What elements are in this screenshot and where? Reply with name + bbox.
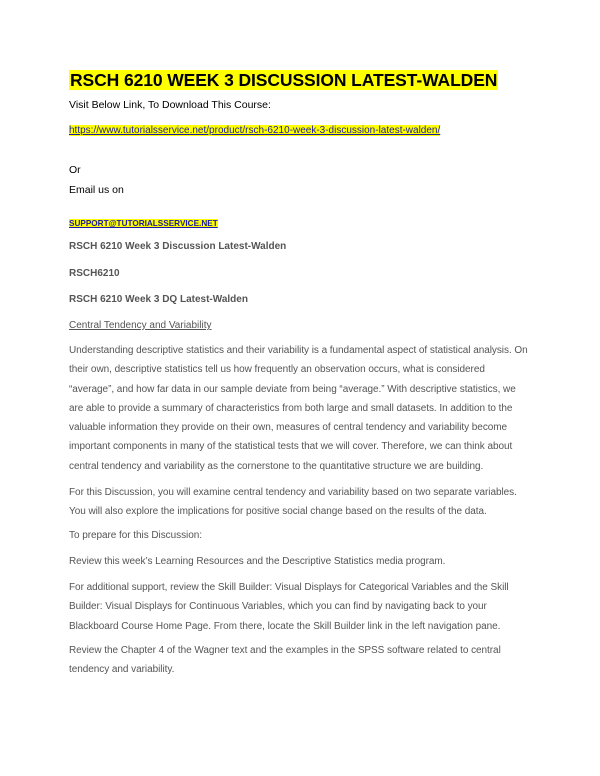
course-code: RSCH6210 — [69, 268, 120, 279]
title-highlight: RSCH 6210 WEEK 3 DISCUSSION LATEST-WALDEN — [70, 70, 498, 90]
paragraph-discussion: For this Discussion, you will examine central tendency and variability based on two separate variables. You will also explore the implications for positive social change based on the results of the data. — [69, 487, 517, 518]
heading-discussion: RSCH 6210 Week 3 Discussion Latest-Walden — [69, 241, 287, 252]
heading-dq: RSCH 6210 Week 3 DQ Latest-Walden — [69, 294, 248, 305]
visit-text: Visit Below Link, To Download This Course: — [69, 99, 271, 111]
course-link-line — [69, 120, 440, 138]
email-link[interactable]: SUPPORT@TUTORIALSSERVICE.NET — [69, 219, 218, 228]
email-label: Email us on — [69, 184, 124, 196]
paragraph-skill-builder: For additional support, review the Skill Builder: Visual Displays for Categorical Variables and the Skill Builder: Visual Displays for Continuous Variables, which you can find by navigating back to your Blackboard Course Home Page. From there, locate the Skill Builder link in the left navigation pane. — [69, 582, 509, 632]
email-line — [69, 213, 218, 231]
or-text: Or — [69, 164, 81, 176]
paragraph-intro: Understanding descriptive statistics and their variability is a fundamental aspect of statistical analysis. On their own, descriptive statistics tell us how frequently an observation occurs, what is considered “average”, and how far data in our sample deviate from being “average.” With descriptive statistics, we are able to provide a summary of characteristics from both large and small datasets. In addition to the valuable information they provide on their own, measures of central tendency and variability become important components in many of the statistical tests that we will cover. Therefore, we can think about central tendency and variability as the cornerstone to the quantitative structure we are building. — [69, 345, 528, 472]
section-title: Central Tendency and Variability — [69, 320, 212, 331]
paragraph-prepare: To prepare for this Discussion: — [69, 530, 202, 541]
course-link[interactable]: https://www.tutorialsservice.net/product/rsch-6210-week-3-discussion-latest-walden/ — [69, 125, 441, 136]
paragraph-review-resources: Review this week’s Learning Resources and the Descriptive Statistics media program. — [69, 556, 446, 567]
paragraph-wagner: Review the Chapter 4 of the Wagner text and the examples in the SPSS software related to central tendency and variability. — [69, 645, 501, 676]
document-title — [69, 70, 498, 90]
